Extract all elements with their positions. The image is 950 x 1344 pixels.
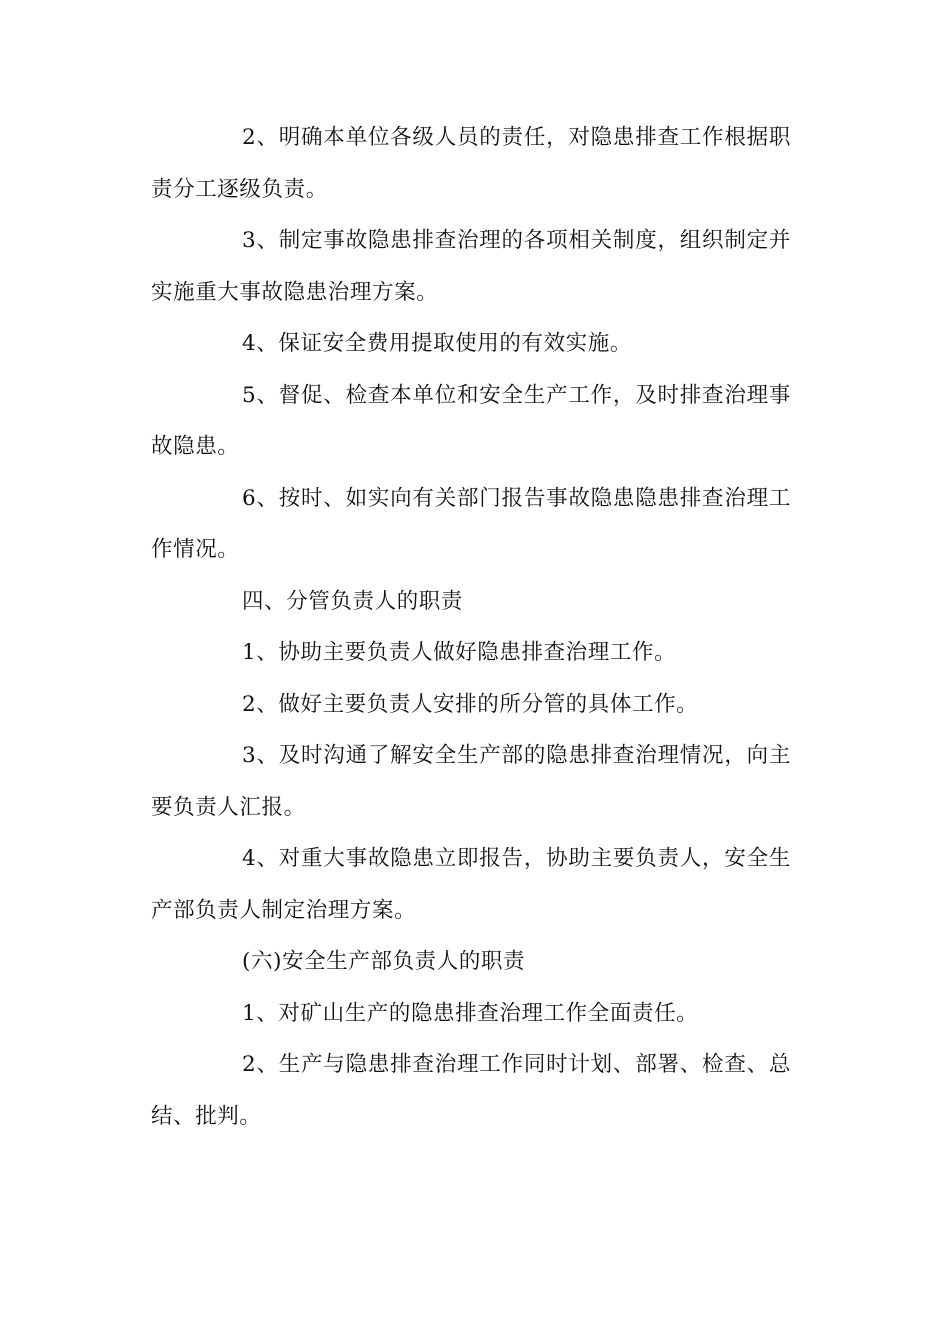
- paragraph-7: 2、做好主要负责人安排的所分管的具体工作。: [242, 691, 699, 717]
- section-heading-6: (六)安全生产部负责人的职责: [242, 949, 526, 974]
- paragraph-1: 2、明确本单位各级人员的责任，对隐患排查工作根据职责分工逐级负责。: [151, 125, 791, 202]
- document-page: [151, 112, 791, 1142]
- paragraph-6: 1、协助主要负责人做好隐患排查治理工作。: [242, 640, 677, 665]
- paragraph-5: 6、按时、如实向有关部门报告事故隐患隐患排查治理工作情况。: [151, 485, 791, 562]
- paragraph-10: 1、对矿山生产的隐患排查治理工作全面责任。: [242, 1000, 699, 1026]
- paragraph-3: 4、保证安全费用提取使用的有效实施。: [242, 331, 632, 356]
- paragraph-9: 4、对重大事故隐患立即报告，协助主要负责人，安全生产部负责人制定治理方案。: [151, 846, 791, 923]
- paragraph-11: 2、生产与隐患排查治理工作同时计划、部署、检查、总结、批判。: [151, 1052, 791, 1129]
- paragraph-8: 3、及时沟通了解安全生产部的隐患排查治理情况，向主要负责人汇报。: [151, 743, 791, 820]
- paragraph-2: 3、制定事故隐患排查治理的各项相关制度，组织制定并实施重大事故隐患治理方案。: [151, 228, 791, 305]
- section-heading-4: 四、分管负责人的职责: [242, 588, 464, 614]
- paragraph-4: 5、督促、检查本单位和安全生产工作，及时排查治理事故隐患。: [151, 382, 791, 459]
